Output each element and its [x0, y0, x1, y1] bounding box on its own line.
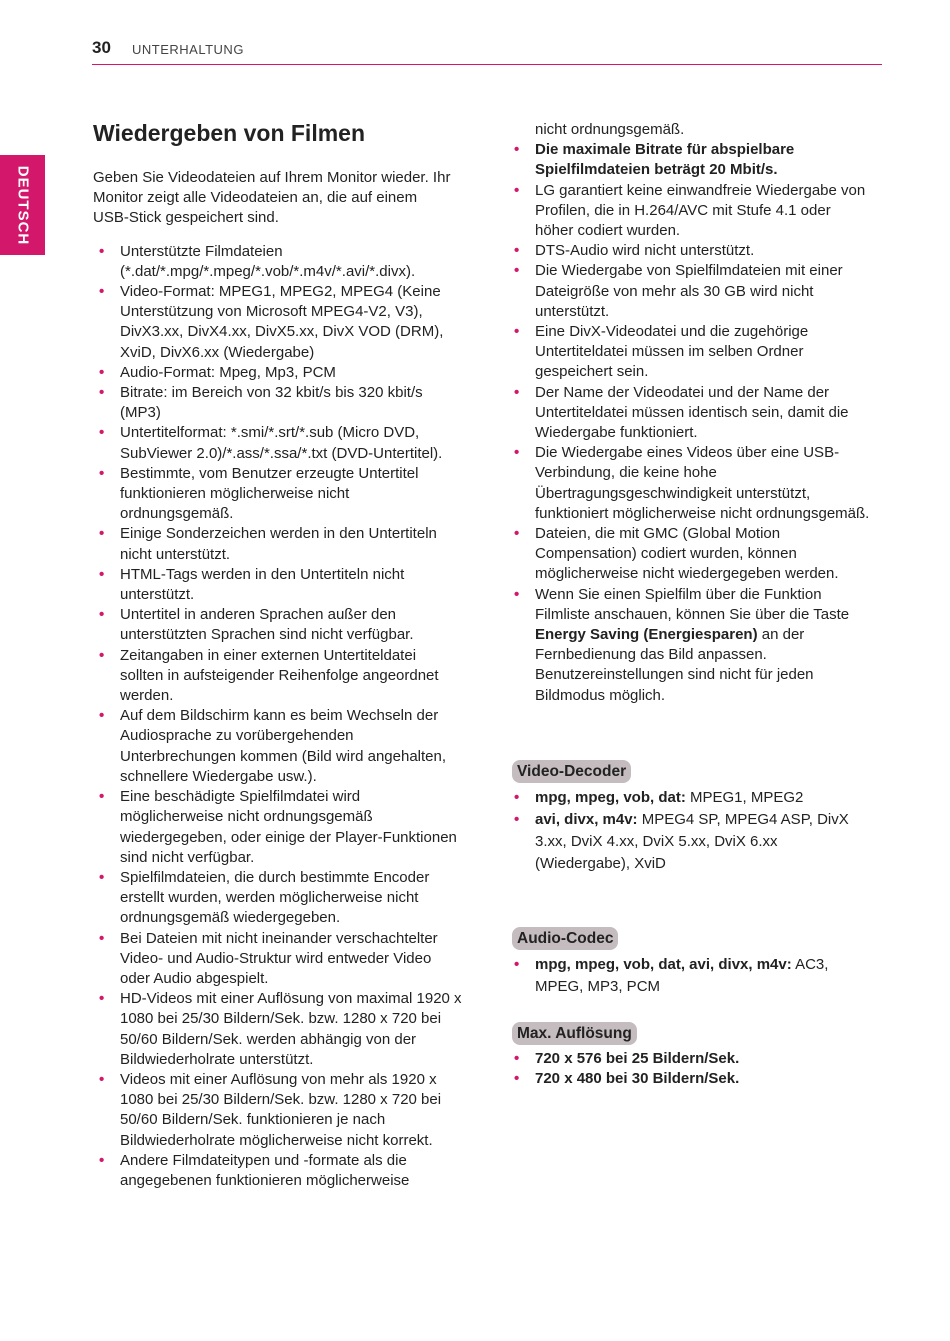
bullet-icon: • [514, 788, 520, 806]
list-item: • DTS-Audio wird nicht unterstützt. [512, 241, 872, 261]
video-decoder-heading: Video-Decoder [512, 760, 631, 783]
bullet-icon: • [514, 444, 520, 462]
list-item: • mpg, mpeg, vob, dat, avi, divx, m4v: AC3, MPEG, MP3, PCM [514, 955, 829, 995]
bullet-icon: • [514, 585, 520, 603]
bullet-icon: • [99, 606, 105, 624]
max-resolution-heading: Max. Auflösung [512, 1022, 637, 1045]
list-item: • Unterstützte Filmdateien (*.dat/*.mpg/*.mpeg/*.vob/*.m4v/*.avi/*.divx). [99, 242, 416, 280]
list-item: • Die Wiedergabe von Spielfilmdateien mit einer Dateigröße von mehr als 30 GB wird nicht unterstützt. [514, 262, 843, 320]
bullet-icon: • [514, 1049, 520, 1067]
bullet-icon: • [99, 363, 105, 381]
continuation-text: nicht ordnungsgemäß. [535, 121, 685, 138]
intro-paragraph: Geben Sie Videodateien auf Ihrem Monitor wieder. Ihr Monitor zeigt alle Videodateien an, die auf einem USB-Stick gespeichert sind. [93, 169, 451, 227]
right-column [512, 120, 872, 1089]
video-decoder-list [512, 787, 872, 875]
list-item: • Der Name der Videodatei und der Name der Untertiteldatei müssen identisch sein, damit die Wiedergabe funktioniert. [514, 383, 849, 442]
list-item: • Wenn Sie einen Spielfilm über die Funktion Filmliste anschauen, können Sie über die Taste Energy Saving (Energiesparen) an der Fernbedienung das Bild anpassen. Benutzereinstellungen sind nicht für jeden Bildmodus möglich. [514, 585, 850, 704]
list-item: • Untertitelformat: *.smi/*.srt/*.sub (Micro DVD, SubViewer 2.0)/*.ass/*.ssa/*.txt (DVD-Untertitel). [99, 424, 443, 462]
left-column [93, 118, 463, 1191]
bullet-icon: • [99, 283, 105, 301]
language-label: DEUTSCH [14, 165, 32, 245]
bullet-icon: • [514, 262, 520, 280]
bullet-icon: • [99, 1151, 105, 1169]
list-item: • Einige Sonderzeichen werden in den Untertiteln nicht unterstützt. [99, 525, 437, 563]
bullet-icon: • [514, 141, 520, 159]
energy-note-list [512, 585, 872, 706]
list-item: • Audio-Format: Mpeg, Mp3, PCM [93, 363, 463, 383]
bullet-icon: • [99, 1070, 105, 1088]
bullet-icon: • [514, 181, 520, 199]
bullet-icon: • [514, 242, 520, 260]
energy-saving-key: Energy Saving (Energiesparen) [535, 626, 758, 644]
list-item: • Die maximale Bitrate für abspielbare Spielfilmdateien beträgt 20 Mbit/s. [514, 141, 795, 179]
list-item: • HTML-Tags werden in den Untertiteln nicht unterstützt. [99, 565, 405, 604]
list-item: • HD-Videos mit einer Auflösung von maximal 1920 x 1080 bei 25/30 Bildern/Sek. bzw. 1280 x 720 bei 50/60 Bildern/Sek. werden abhängig von der Bildwiederholrate unterstützt. [99, 990, 462, 1068]
list-item: • Bei Dateien mit nicht ineinander verschachtelter Video- und Audio-Struktur wird entweder Video oder Audio abgespielt. [99, 929, 438, 987]
requirements-list [93, 242, 463, 1192]
audio-codec-list [512, 954, 872, 998]
list-item: • Bitrate: im Bereich von 32 kbit/s bis 320 kbit/s (MP3) [99, 384, 423, 422]
list-item: • Spielfilmdateien, die durch bestimmte Encoder erstellt wurden, werden möglicherweise nicht ordnungsgemäß wiedergegeben. [99, 868, 430, 927]
bullet-icon: • [99, 868, 105, 886]
list-item: • LG garantiert keine einwandfreie Wiedergabe von Profilen, die in H.264/AVC mit Stufe 4.1 oder höher codiert wurden. [514, 181, 866, 240]
list-item: • Eine beschädigte Spielfilmdatei wird möglicherweise nicht ordnungsgemäß wiedergegeben, oder einige der Player-Funktionen sind nicht verfügbar. [99, 788, 457, 866]
bullet-icon: • [99, 990, 105, 1008]
list-item: • Die Wiedergabe eines Videos über eine USB-Verbindung, die keine hohe Übertragungsgeschwindigkeit unterstützt, funktioniert möglicherweise nicht ordnungsgemäß. [514, 444, 870, 522]
list-item: • 720 x 480 bei 30 Bildern/Sek. [512, 1069, 872, 1089]
bullet-icon: • [514, 1070, 520, 1088]
bullet-icon: • [99, 929, 105, 947]
bullet-icon: • [99, 707, 105, 725]
language-tab [0, 155, 45, 255]
list-item: • avi, divx, m4v: MPEG4 SP, MPEG4 ASP, DivX 3.xx, DviX 4.xx, DviX 5.xx, DviX 6.xx (Wiedergabe), XviD [514, 810, 849, 872]
list-item: • Videos mit einer Auflösung von mehr als 1920 x 1080 bei 25/30 Bildern/Sek. bzw. 1280 x 720 bei 50/60 Bildern/Sek. funktionieren je nach Bildwiederholrate möglicherweise nicht korrekt. [99, 1070, 442, 1149]
bullet-icon: • [514, 955, 520, 973]
list-item: • Andere Filmdateitypen und -formate als die angegebenen funktionieren möglicherweise [99, 1151, 410, 1189]
list-item: • 720 x 576 bei 25 Bildern/Sek. [512, 1049, 872, 1069]
bullet-icon: • [99, 384, 105, 402]
list-item: • Video-Format: MPEG1, MPEG2, MPEG4 (Keine Unterstützung von Microsoft MPEG4-V2, V3), DivX3.xx, DivX4.xx, DivX5.xx, DivX VOD (DRM), XviD, DivX6.xx (Wiedergabe) [99, 283, 444, 361]
bullet-icon: • [514, 525, 520, 543]
page-header [92, 38, 882, 65]
list-item: • Eine DivX-Videodatei und die zugehörige Untertiteldatei müssen im selben Ordner gespeichert sein. [514, 323, 809, 381]
list-item: • Zeitangaben in einer externen Untertiteldatei sollten in aufsteigender Reihenfolge angeordnet werden. [99, 646, 439, 705]
section-title: UNTERHALTUNG [132, 42, 244, 57]
max-resolution-list [512, 1049, 872, 1089]
bullet-icon: • [514, 383, 520, 401]
list-item: • Untertitel in anderen Sprachen außer den unterstützten Sprachen sind nicht verfügbar. [99, 606, 414, 644]
bullet-icon: • [99, 525, 105, 543]
page-number: 30 [92, 38, 111, 57]
bullet-icon: • [99, 646, 105, 664]
bullet-icon: • [99, 424, 105, 442]
bullet-icon: • [99, 242, 105, 260]
bullet-icon: • [514, 810, 520, 828]
list-item: • Auf dem Bildschirm kann es beim Wechseln der Audiosprache zu vorübergehenden Unterbrechungen kommen (Bild wird angehalten, schnellere Wiedergabe usw.). [99, 707, 447, 785]
bullet-icon: • [99, 464, 105, 482]
page-title: Wiedergeben von Filmen [93, 120, 366, 146]
list-item: • Dateien, die mit GMC (Global Motion Compensation) codiert wurden, können möglicherweise nicht wiedergegeben werden. [514, 525, 839, 583]
bullet-icon: • [514, 323, 520, 341]
bullet-icon: • [99, 788, 105, 806]
list-item: • Bestimmte, vom Benutzer erzeugte Untertitel funktionieren möglicherweise nicht ordnungsgemäß. [99, 464, 419, 523]
audio-codec-heading: Audio-Codec [512, 927, 618, 950]
list-item: • mpg, mpeg, vob, dat: MPEG1, MPEG2 [512, 787, 872, 809]
notes-list [512, 140, 872, 584]
bullet-icon: • [99, 565, 105, 583]
